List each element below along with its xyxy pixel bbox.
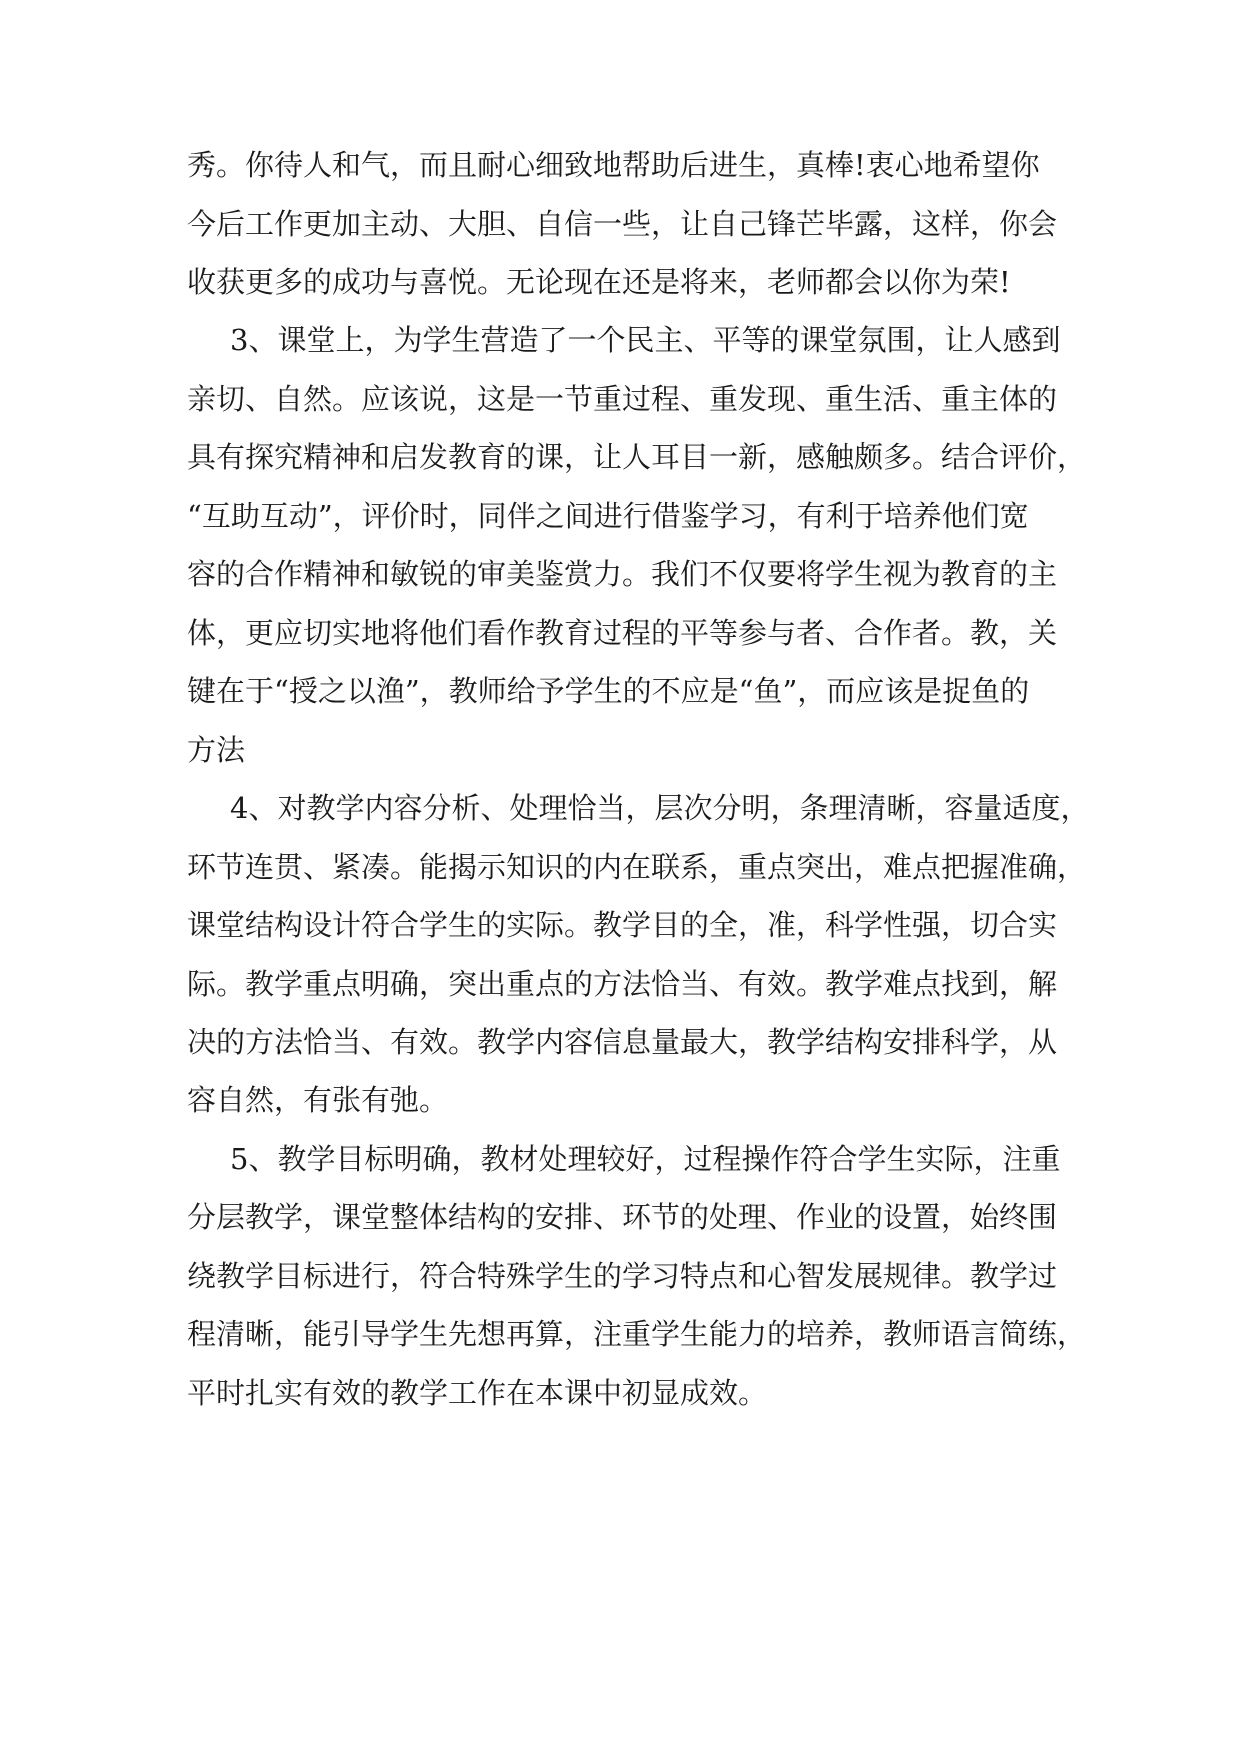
paragraph-line: 环节连贯、紧凑。能揭示知识的内在联系，重点突出，难点把握准确，: [187, 850, 1087, 884]
paragraph-line: 绕教学目标进行，符合特殊学生的学习特点和心智发展规律。教学过: [187, 1259, 1058, 1293]
paragraph-line: 课堂结构设计符合学生的实际。教学目的全，准，科学性强，切合实: [187, 908, 1058, 942]
paragraph-line: 体，更应切实地将他们看作教育过程的平等参与者、合作者。教，关: [187, 616, 1058, 650]
paragraph-line: 程清晰，能引导学生先想再算，注重学生能力的培养，教师语言简练，: [187, 1317, 1087, 1351]
paragraph-line: 平时扎实有效的教学工作在本课中初显成效。: [187, 1376, 768, 1410]
paragraph-line: 方法: [187, 733, 246, 767]
paragraph-line: 分层教学，课堂整体结构的安排、环节的处理、作业的设置，始终围: [187, 1200, 1058, 1234]
paragraph-line: 具有探究精神和启发教育的课，让人耳目一新，感触颇多。结合评价，: [187, 440, 1087, 474]
paragraph-line: 容的合作精神和敏锐的审美鉴赏力。我们不仅要将学生视为教育的主: [187, 557, 1058, 591]
paragraph-line: 键在于“授之以渔”，教师给予学生的不应是“鱼”，而应该是捉鱼的: [187, 674, 1030, 708]
paragraph-line: 亲切、自然。应该说，这是一节重过程、重发现、重生活、重主体的: [187, 382, 1058, 416]
paragraph-line: 秀。你待人和气，而且耐心细致地帮助后进生，真棒!衷心地希望你: [187, 148, 1040, 182]
paragraph-line: 今后工作更加主动、大胆、自信一些，让自己锋芒毕露，这样，你会: [187, 207, 1058, 241]
paragraph-line: “互助互动”，评价时，同伴之间进行借鉴学习，有利于培养他们宽: [187, 499, 1029, 533]
paragraph-line: 际。教学重点明确，突出重点的方法恰当、有效。教学难点找到，解: [187, 967, 1058, 1001]
paragraph-line: 决的方法恰当、有效。教学内容信息量最大，教学结构安排科学，从: [187, 1025, 1058, 1059]
paragraph-line: 收获更多的成功与喜悦。无论现在还是将来，老师都会以你为荣!: [187, 265, 1011, 299]
paragraph-line: 3、课堂上，为学生营造了一个民主、平等的课堂氛围，让人感到: [230, 323, 1061, 357]
paragraph-line: 4、对教学内容分析、处理恰当，层次分明，条理清晰，容量适度，: [230, 791, 1090, 825]
paragraph-line: 5、教学目标明确，教材处理较好，过程操作符合学生实际，注重: [230, 1142, 1061, 1176]
paragraph-line: 容自然，有张有弛。: [187, 1083, 449, 1117]
